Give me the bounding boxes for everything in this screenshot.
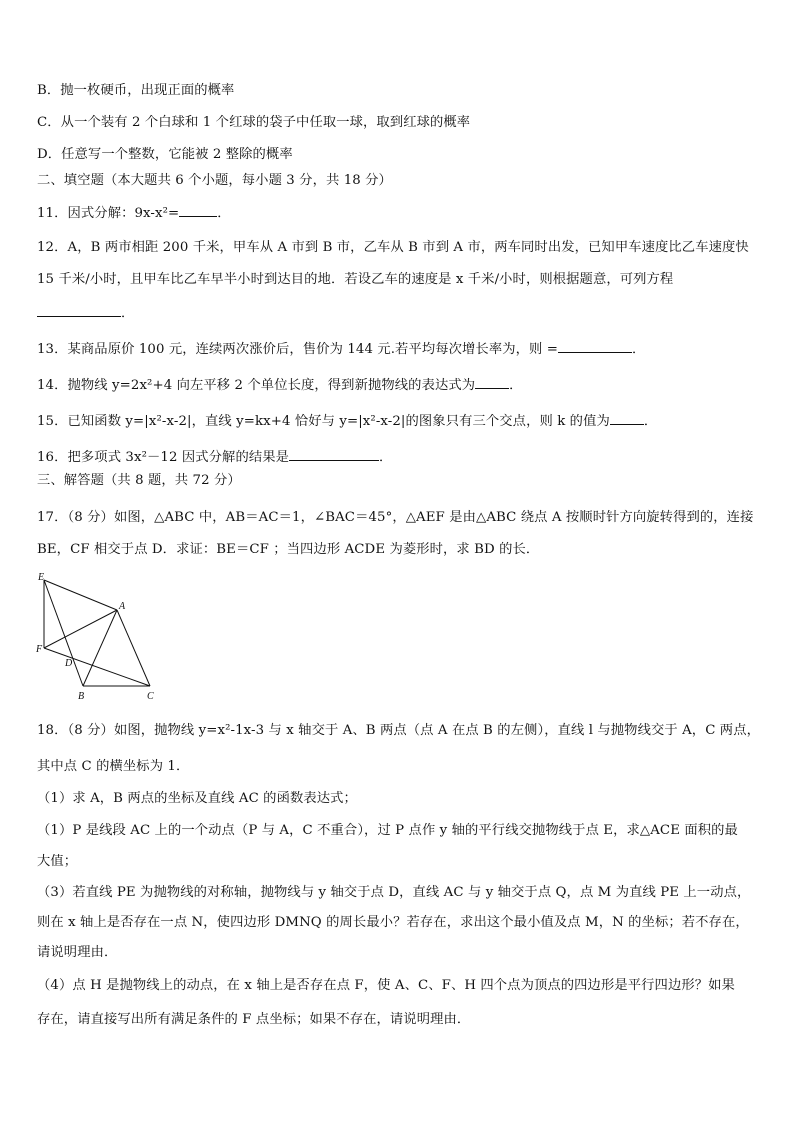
question-17-line1: 17．（8 分）如图，△ABC 中，AB＝AC＝1，∠BAC＝45°，△AEF 是由△ABC 绕点 A 按顺时针方向旋转得到的，连接: [37, 510, 754, 525]
question-12-line2: 15 千米/小时，且甲车比乙车早半小时到达目的地．若设乙车的速度是 x 千米/小时，则根据题意，可列方程: [37, 272, 674, 287]
segment-ac: [117, 610, 150, 686]
option-b: B．抛一枚硬币，出现正面的概率: [37, 83, 235, 98]
segment-eb: [44, 580, 83, 686]
q11-text: 11．因式分解：9x-x²=: [37, 206, 180, 221]
q16-text: 16．把多项式 3x²－12 因式分解的结果是: [37, 450, 290, 465]
question-18-part4-line2: 存在，请直接写出所有满足条件的 F 点坐标；如果不存在，请说明理由．: [37, 1012, 471, 1027]
question-18-part3-line3: 请说明理由．: [37, 945, 118, 960]
question-16: [37, 447, 392, 467]
label-b: B: [78, 691, 85, 702]
question-18-part2-line1: （1）P 是线段 AC 上的一个动点（P 与 A，C 不重合），过 P 点作 y 轴的平行线交抛物线于点 E，求△ACE 面积的最: [37, 823, 738, 838]
q12-blank: [37, 303, 121, 317]
q13-end: ．: [631, 342, 646, 357]
q15-end: ．: [643, 414, 658, 429]
question-17-line2: BE，CF 相交于点 D．求证：BE＝CF ；当四边形 ACDE 为菱形时，求 BD 的长．: [37, 542, 540, 557]
question-18-part3-line1: （3）若直线 PE 为抛物线的对称轴，抛物线与 y 轴交于点 D，直线 AC 与 y 轴交于点 Q，点 M 为直线 PE 上一动点，: [37, 885, 751, 900]
question-12-answer: [37, 303, 134, 323]
q14-text: 14．抛物线 y=2x²+4 向左平移 2 个单位长度，得到新抛物线的表达式为: [37, 378, 476, 393]
question-18-part2-line2: 大值；: [37, 854, 78, 869]
q12-end: ．: [121, 306, 135, 321]
option-c: C．从一个装有 2 个白球和 1 个红球的袋子中任取一球，取到红球的概率: [37, 115, 471, 130]
q14-end: ．: [509, 378, 523, 393]
label-c: C: [147, 691, 154, 702]
question-18-part1: （1）求 A，B 两点的坐标及直线 AC 的函数表达式；: [37, 791, 357, 806]
segment-ea: [44, 580, 117, 610]
q14-blank: [475, 375, 509, 389]
question-18-line1: 18．（8 分）如图，抛物线 y=x²-1x-3 与 x 轴交于 A、B 两点（点 A 在点 B 的左侧），直线 l 与抛物线交于 A，C 两点，: [37, 723, 760, 738]
geometry-figure: [30, 568, 170, 706]
option-d: D．任意写一个整数，它能被 2 整除的概率: [37, 147, 293, 162]
label-f: F: [36, 644, 43, 655]
q13-blank: [558, 339, 632, 353]
question-11: [37, 203, 231, 223]
q15-blank: [610, 411, 644, 425]
label-d: D: [65, 658, 73, 669]
q16-end: ．: [379, 450, 393, 465]
section-fill-blank: 二、填空题（本大题共 6 个小题，每小题 3 分，共 18 分）: [37, 173, 392, 188]
question-12-line1: 12．A，B 两市相距 200 千米，甲车从 A 市到 B 市，乙车从 B 市到 A 市，两车同时出发，已知甲车速度比乙车速度快: [37, 240, 749, 255]
label-a: A: [119, 601, 126, 612]
question-18-line2: 其中点 C 的横坐标为 1．: [37, 759, 190, 774]
q16-blank: [289, 447, 379, 461]
segment-ab: [83, 610, 117, 686]
question-13: [37, 339, 645, 359]
q11-blank: [179, 203, 217, 217]
question-18-part4-line1: （4）点 H 是抛物线上的动点，在 x 轴上是否存在点 F，使 A、C、F、H 四个点为顶点的四边形是平行四边形？如果: [37, 978, 735, 993]
q15-text: 15．已知函数 y=|x²-x-2|，直线 y=kx+4 恰好与 y=|x²-x-2|的图象只有三个交点，则 k 的值为: [37, 414, 610, 429]
segment-fa: [44, 610, 117, 648]
q11-end: ．: [217, 206, 231, 221]
q13-text: 13．某商品原价 100 元，连续两次涨价后，售价为 144 元.若平均每次增长率为，则 =: [37, 342, 558, 357]
question-15: [37, 411, 657, 431]
section-answer: 三、解答题（共 8 题，共 72 分）: [37, 473, 241, 488]
question-18-part3-line2: 则在 x 轴上是否存在一点 N，使四边形 DMNQ 的周长最小？若存在，求出这个最小值及点 M，N 的坐标；若不存在，: [37, 915, 749, 930]
label-e: E: [38, 572, 45, 583]
question-14: [37, 375, 523, 395]
